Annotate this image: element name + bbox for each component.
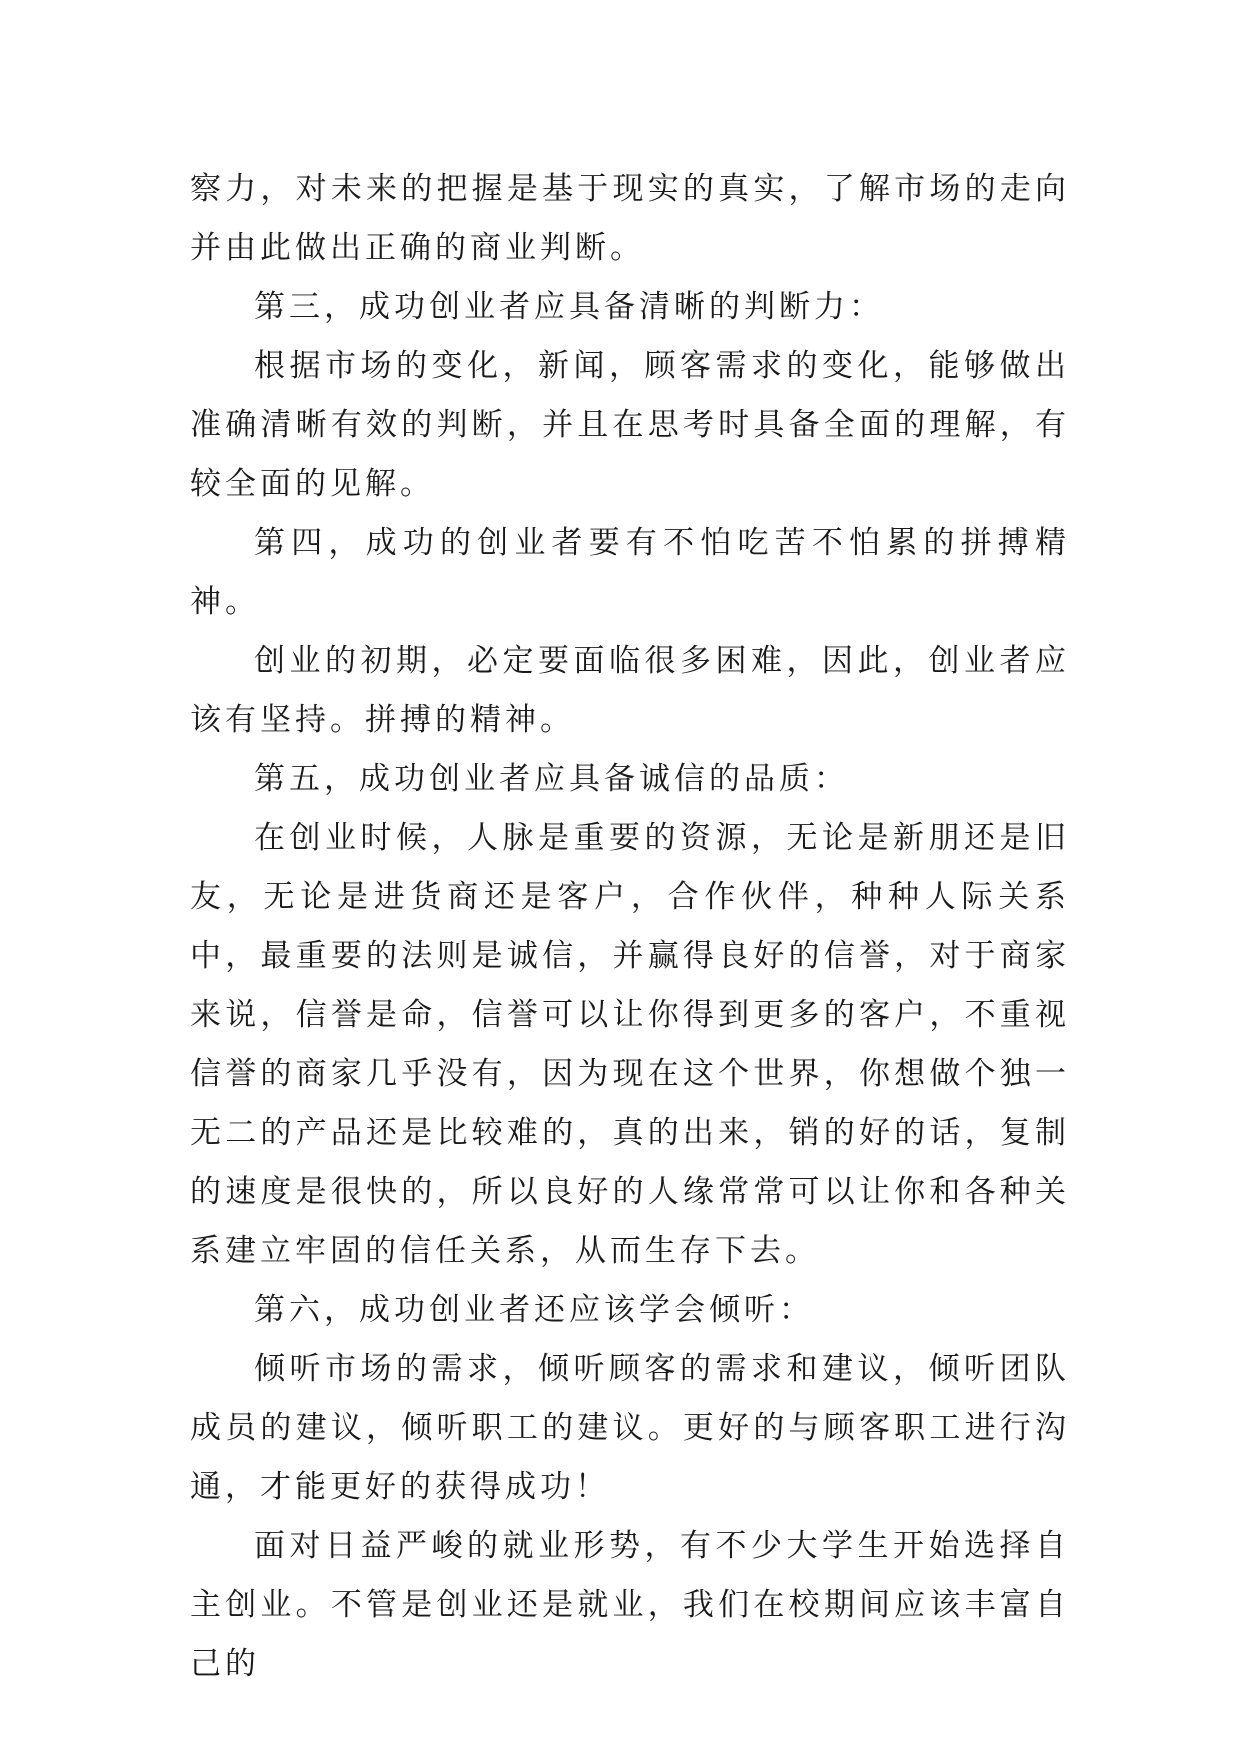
paragraph-6-heading: 第五，成功创业者应具备诚信的品质： — [254, 761, 849, 797]
paragraph-1: 察力，对未来的把握是基于现实的真实，了解市场的走向并由此做出正确的商业判断。 — [190, 171, 1070, 266]
paragraph-3: 根据市场的变化，新闻，顾客需求的变化，能够做出准确清晰有效的判断，并且在思考时具备全面的理解，有较全面的见解。 — [190, 348, 1070, 502]
paragraph-2-heading: 第三，成功创业者应具备清晰的判断力： — [254, 289, 884, 325]
document-body — [190, 160, 1070, 1694]
paragraph-4-heading: 第四，成功的创业者要有不怕吃苦不怕累的拼搏精神。 — [190, 525, 1070, 620]
paragraph-9: 倾听市场的需求，倾听顾客的需求和建议，倾听团队成员的建议，倾听职工的建议。更好的与顾客职工进行沟通，才能更好的获得成功！ — [190, 1351, 1070, 1505]
paragraph-8-heading: 第六，成功创业者还应该学会倾听： — [254, 1292, 814, 1328]
paragraph-7: 在创业时候，人脉是重要的资源，无论是新朋还是旧友，无论是进货商还是客户，合作伙伴，种种人际关系中，最重要的法则是诚信，并赢得良好的信誉，对于商家来说，信誉是命，信誉可以让你得到更多的客户，不重视信誉的商家几乎没有，因为现在这个世界，你想做个独一无二的产品还是比较难的，真的出来，销的好的话，复制的速度是很快的，所以良好的人缘常常可以让你和各种关系建立牢固的信任关系，从而生存下去。 — [190, 820, 1070, 1269]
paragraph-10: 面对日益严峻的就业形势，有不少大学生开始选择自主创业。不管是创业还是就业，我们在校期间应该丰富自己的 — [190, 1528, 1070, 1682]
paragraph-5: 创业的初期，必定要面临很多困难，因此，创业者应该有坚持。拼搏的精神。 — [190, 643, 1070, 738]
